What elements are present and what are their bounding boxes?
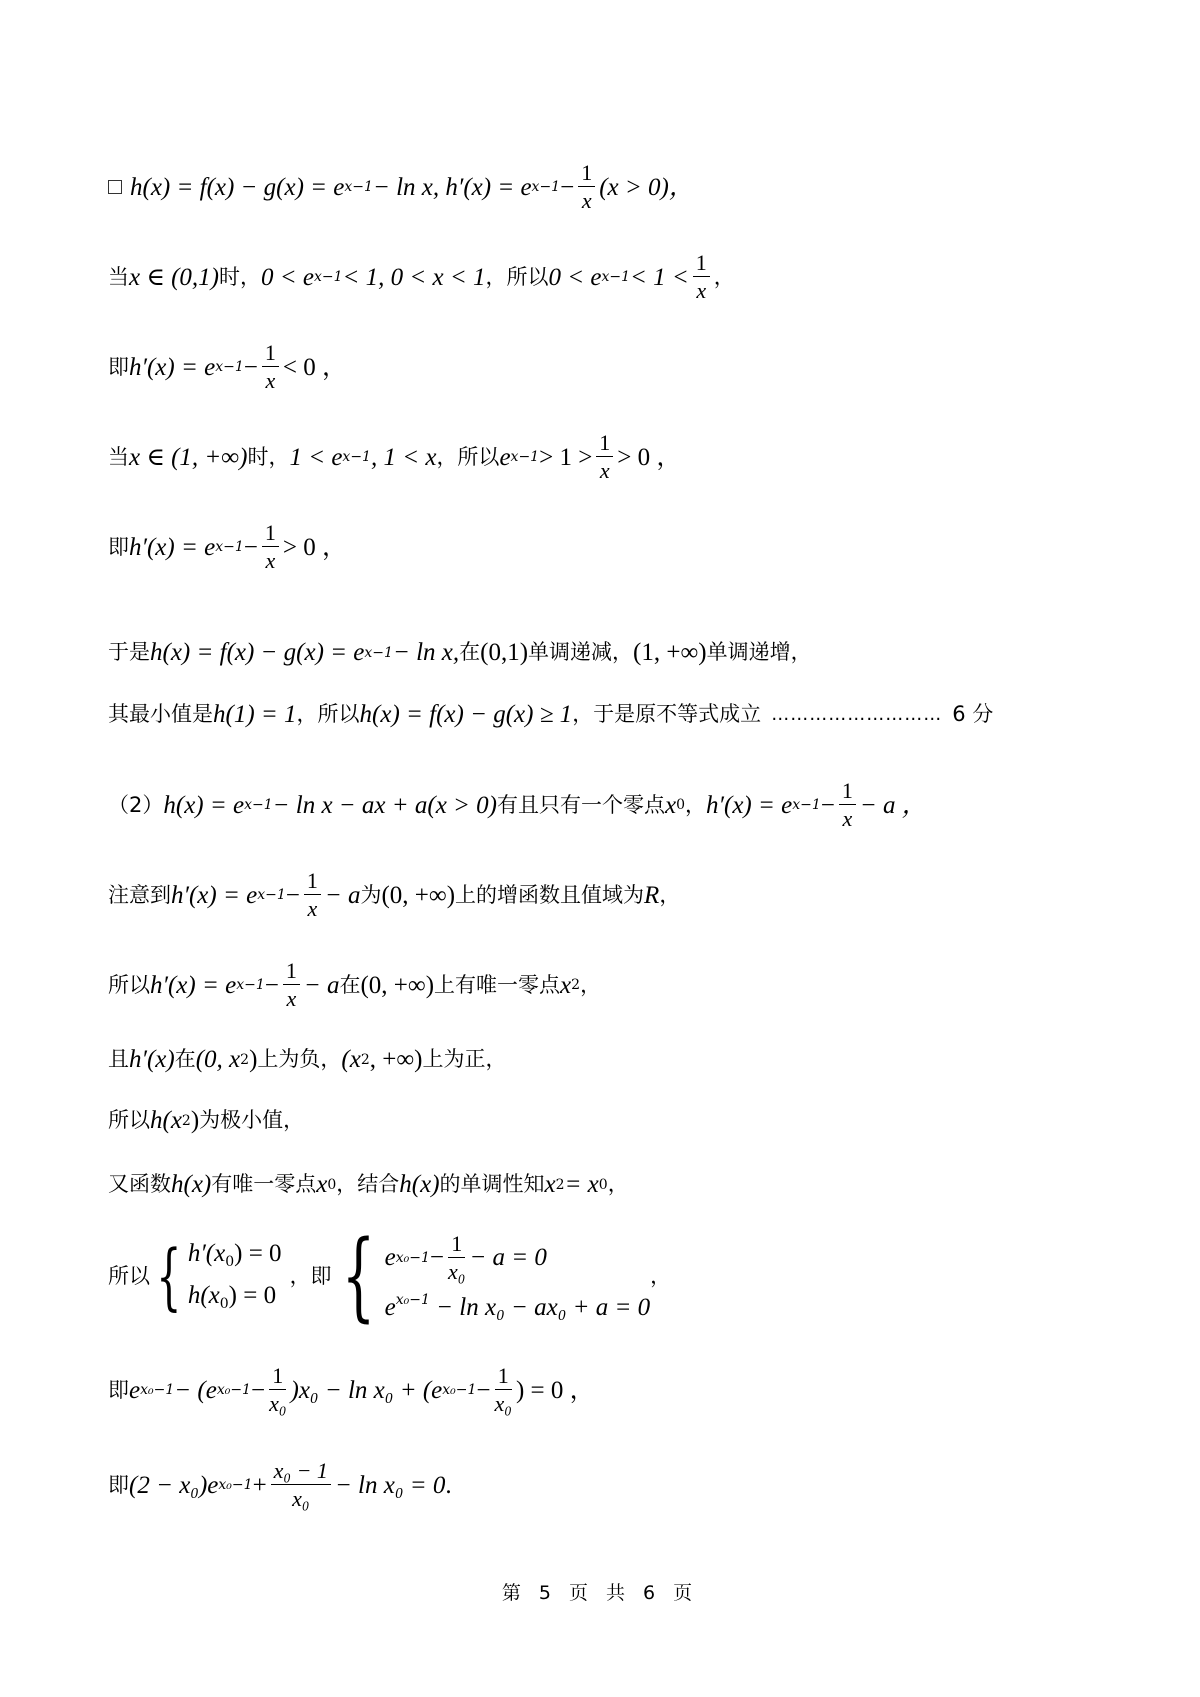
system-row <box>385 1293 651 1320</box>
text: 所以 <box>108 1108 150 1132</box>
line-5 <box>108 522 347 572</box>
exponent: x₀−1 <box>395 1249 430 1266</box>
math-text: ) = 0 <box>228 1282 277 1309</box>
math-text: h′(x) = e <box>171 881 258 909</box>
exponent: x−1 <box>257 887 286 903</box>
math-text: − <box>250 1376 266 1404</box>
fraction <box>262 522 279 572</box>
subscript: 2 <box>555 1176 565 1193</box>
math-text: − a <box>324 881 361 909</box>
numerator: 1 <box>596 432 613 457</box>
numerator: 1 <box>262 522 279 547</box>
text: 注意到 <box>108 882 171 907</box>
text: 在 <box>459 640 481 664</box>
math-text: − ln x₀ − ax₀ + a = 0 <box>429 1293 651 1321</box>
math-text: 0 < e <box>261 263 314 291</box>
math-text: 0 < e <box>548 263 602 291</box>
line-13 <box>108 1172 629 1197</box>
text: ， <box>713 264 735 289</box>
math-text: x <box>560 971 572 999</box>
text: ，即 <box>289 1263 332 1288</box>
math-text: (1, +∞) <box>633 639 707 666</box>
line-1 <box>108 162 694 212</box>
text: ， <box>659 882 681 907</box>
fraction <box>693 252 710 302</box>
math-text: − <box>820 791 835 819</box>
exponent: x₀−1 <box>216 1382 251 1398</box>
line-7 <box>108 702 993 727</box>
math-text: − <box>476 1376 491 1404</box>
text: 上有唯一零点 <box>434 972 561 997</box>
system-row <box>188 1283 282 1311</box>
math-text: − <box>560 173 575 201</box>
math-text: (x <box>341 1046 361 1073</box>
numerator: 1 <box>269 1365 286 1390</box>
text: 为极小值， <box>199 1108 305 1132</box>
numerator: 1 <box>578 162 595 187</box>
exponent: x−1 <box>215 539 244 555</box>
text: 为 <box>360 882 382 907</box>
math-text: , +∞) <box>369 1046 423 1073</box>
text: . <box>445 1471 452 1499</box>
math-text: − <box>243 533 258 561</box>
subscript: 0 <box>598 1176 608 1193</box>
math-text: (0, +∞) <box>360 971 435 999</box>
exponent: x−1 <box>215 359 244 375</box>
math-text: − ln x, <box>392 639 460 666</box>
math-text: h(x) = f(x) − g(x) = e <box>150 639 365 666</box>
denominator: x₀ <box>494 1391 512 1416</box>
text: ， <box>650 1263 672 1288</box>
math-text: 1 < e <box>289 443 343 471</box>
text: 于是 <box>108 640 150 664</box>
placeholder-box-icon <box>108 180 122 194</box>
math-text: h′(x) = e <box>706 791 793 819</box>
subscript: 2 <box>240 1051 250 1068</box>
math-text: h′(x) = e <box>129 533 216 561</box>
math-text: h(x) = f(x) − g(x) ≥ 1 <box>359 701 573 728</box>
denominator: x <box>696 278 707 303</box>
exponent: x₀−1 <box>218 1477 253 1493</box>
math-text: h′(x) <box>129 1046 175 1073</box>
text: ， <box>580 972 602 997</box>
text: 有唯一零点 <box>211 1172 317 1196</box>
math-text: h(x) <box>171 1171 212 1198</box>
text: 即 <box>108 534 129 559</box>
fraction <box>839 780 856 830</box>
line-9 <box>108 870 680 920</box>
math-text: e <box>384 1244 396 1271</box>
numerator: 1 <box>839 780 856 805</box>
equation-system-2 <box>332 1220 651 1332</box>
math-text: − (e <box>174 1376 217 1404</box>
math-text: < 1, 0 < x < 1 <box>342 263 486 291</box>
brace-icon: { <box>156 1234 182 1318</box>
denominator: x <box>265 368 276 393</box>
math-text: − ln x₀ = 0 <box>334 1471 446 1499</box>
denominator: x <box>599 458 610 483</box>
denominator: x <box>286 986 297 1011</box>
subscript: 0 <box>327 1176 337 1193</box>
line-4 <box>108 432 681 482</box>
math-text: e <box>499 443 511 471</box>
denominator: x₀ <box>448 1258 466 1284</box>
math-text: < 0 ， <box>282 353 347 381</box>
text: 单调递增， <box>706 640 812 664</box>
text: 时， <box>247 444 290 469</box>
math-text: (0, +∞) <box>381 881 456 909</box>
numerator: 1 <box>448 1233 465 1258</box>
numerator: x₀ − 1 <box>271 1460 331 1485</box>
math-text: − a <box>303 971 340 999</box>
subscript: 2 <box>360 1051 370 1068</box>
numerator: 1 <box>495 1365 512 1390</box>
math-text: > 0 ， <box>282 533 347 561</box>
subscript: 2 <box>181 1112 191 1129</box>
system-rows <box>188 1241 282 1311</box>
fraction <box>283 960 300 1010</box>
text: ，于是原不等式成立 <box>572 702 762 726</box>
numerator: 1 <box>304 870 321 895</box>
math-text: − <box>285 881 300 909</box>
line-15 <box>108 1365 595 1415</box>
math-text: < 1 < <box>630 263 689 291</box>
line-6 <box>108 640 812 665</box>
exponent: x−1 <box>244 797 273 813</box>
fraction <box>448 1230 466 1284</box>
line-3 <box>108 342 347 392</box>
denominator: x₀ <box>269 1391 287 1416</box>
text: ， <box>685 792 707 817</box>
text: 上的增函数且值域为 <box>455 882 645 907</box>
text: 即 <box>108 1377 129 1402</box>
math-text: h(x <box>150 1107 182 1134</box>
math-text: − <box>264 971 279 999</box>
page-footer: 第 5 页 共 6 页 <box>501 1582 699 1604</box>
math-text: h(x) <box>399 1171 440 1198</box>
math-text: − ln x, h′(x) = e <box>372 173 532 201</box>
exponent: x−1 <box>510 449 540 465</box>
math-text: h(x) = e <box>163 791 245 819</box>
denominator: x <box>265 548 276 573</box>
math-text: (0,1) <box>480 639 529 666</box>
exponent: x−1 <box>601 269 631 285</box>
equation-system-1 <box>150 1234 282 1318</box>
numerator: 1 <box>283 960 300 985</box>
fraction <box>269 1365 286 1415</box>
math-text: x <box>316 1171 328 1198</box>
math-text: x <box>665 791 677 819</box>
line-2 <box>108 252 735 302</box>
math-text: − ln x − ax + a(x > 0) <box>272 791 498 819</box>
math-text: − a ， <box>859 791 927 819</box>
denominator: x <box>842 806 853 831</box>
subscript: 0 <box>225 1254 235 1270</box>
math-text: )x₀ − ln x₀ + (e <box>290 1376 443 1404</box>
math-text: h(x <box>187 1282 220 1309</box>
fraction <box>596 432 613 482</box>
text: 上为正， <box>422 1047 507 1071</box>
math-text: h′(x) = e <box>150 971 237 999</box>
text: 上为负， <box>257 1047 342 1071</box>
text: ，所以 <box>436 444 500 469</box>
text: 所以 <box>108 1263 150 1288</box>
leader-dots: ……………………… <box>771 703 943 725</box>
line-14 <box>108 1220 672 1332</box>
text: ，所以 <box>485 264 549 289</box>
exponent: x−1 <box>313 269 343 285</box>
system-rows <box>384 1230 651 1321</box>
text: 当 <box>108 264 129 289</box>
line-12 <box>108 1108 304 1133</box>
math-text: h′(x) = e <box>129 353 216 381</box>
math-text: , 1 < x <box>370 443 437 471</box>
text: 即 <box>108 354 129 379</box>
text: ，结合 <box>336 1172 400 1196</box>
subscript: 0 <box>219 1296 229 1312</box>
math-text: ) = 0 ， <box>515 1376 595 1404</box>
text: 即 <box>108 1472 129 1497</box>
fraction <box>304 870 321 920</box>
math-text: = x <box>564 1171 599 1198</box>
exponent: x₀−1 <box>140 1382 175 1398</box>
math-text: + <box>252 1471 267 1499</box>
math-text: (0, x <box>195 1046 241 1073</box>
text: 且 <box>108 1047 129 1071</box>
line-8 <box>108 780 927 830</box>
math-text: e <box>129 1376 141 1404</box>
math-text: x <box>544 1171 556 1198</box>
math-text: x ∈ (0,1) <box>129 263 220 291</box>
denominator: x₀ <box>292 1486 310 1511</box>
subscript: 0 <box>676 797 686 813</box>
math-text: ) <box>249 1046 258 1073</box>
subscript: 2 <box>571 977 581 993</box>
exponent: x−1 <box>792 797 821 813</box>
numerator: 1 <box>262 342 279 367</box>
text: 所以 <box>108 972 150 997</box>
line-16 <box>108 1460 452 1510</box>
line-11 <box>108 1047 506 1072</box>
math-text: (2 − x₀)e <box>129 1471 219 1499</box>
text: 的单调性知 <box>439 1172 545 1196</box>
fraction <box>271 1460 331 1510</box>
math-text: ) <box>190 1107 200 1134</box>
math-text: R <box>644 881 660 909</box>
text: ，所以 <box>296 702 360 726</box>
exponent: x−1 <box>531 179 561 195</box>
math-text: h(1) = 1 <box>213 701 297 728</box>
brace-icon: { <box>341 1220 375 1332</box>
exponent: x−1 <box>342 449 371 465</box>
exponent: x₀−1 <box>395 1291 430 1308</box>
text: 当 <box>108 444 129 469</box>
exponent: x−1 <box>236 977 265 993</box>
math-text: h(x) = f(x) − g(x) = e <box>130 173 345 201</box>
math-text: − <box>243 353 258 381</box>
text: 单调递减， <box>528 640 634 664</box>
math-text: − a = 0 <box>469 1244 547 1271</box>
text: 时， <box>219 264 262 289</box>
fraction <box>262 342 279 392</box>
math-text: > 0 ， <box>617 443 682 471</box>
text: 有且只有一个零点 <box>497 792 666 817</box>
math-text: (x > 0)， <box>599 173 694 201</box>
math-text: ) = 0 <box>234 1240 282 1267</box>
fraction <box>495 1365 512 1415</box>
exponent: x−1 <box>344 179 373 195</box>
exponent: x₀−1 <box>442 1382 477 1398</box>
denominator: x <box>581 188 592 213</box>
math-text: − <box>429 1244 445 1271</box>
math-text: e <box>384 1293 396 1321</box>
system-row <box>188 1241 282 1269</box>
text: 在 <box>339 972 361 997</box>
score: 6 分 <box>952 702 994 726</box>
math-text: x ∈ (1, +∞) <box>129 443 248 471</box>
exponent: x−1 <box>364 644 393 661</box>
denominator: x <box>307 896 318 921</box>
text: 在 <box>174 1047 196 1071</box>
text: 其最小值是 <box>108 702 213 726</box>
math-text: h′(x <box>187 1240 226 1267</box>
text: ， <box>607 1172 629 1196</box>
text: 又函数 <box>108 1172 171 1196</box>
text: （2） <box>108 792 164 817</box>
fraction <box>578 162 595 212</box>
line-10 <box>108 960 601 1010</box>
system-row <box>384 1230 651 1284</box>
numerator: 1 <box>693 252 710 277</box>
math-text: > 1 > <box>539 443 593 471</box>
